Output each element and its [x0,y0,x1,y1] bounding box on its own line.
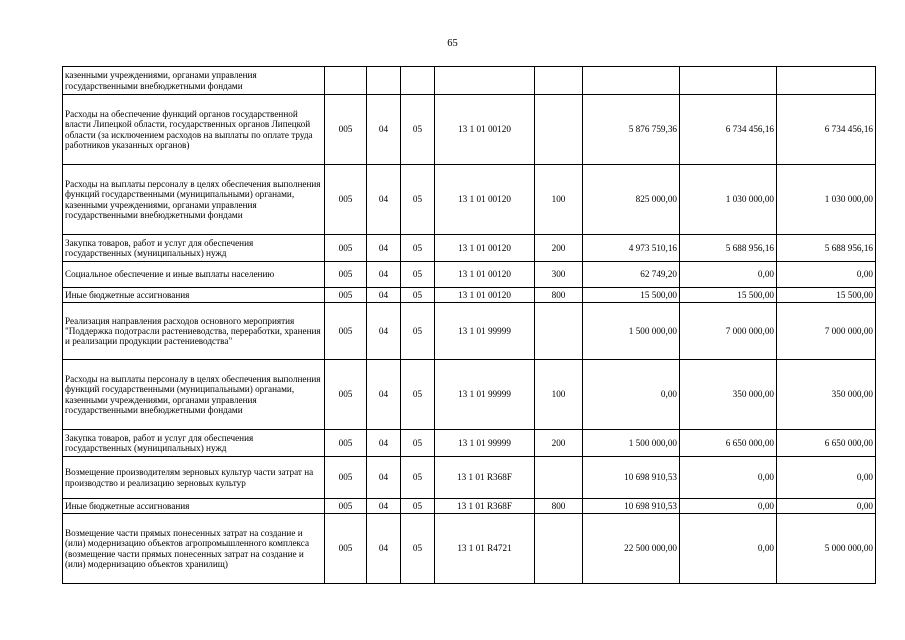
col-4-cell: 13 1 01 99999 [435,360,535,430]
col-6-cell: 0,00 [583,360,680,430]
col-1-cell: 005 [325,303,367,360]
col-8-cell [777,67,876,95]
col-2-cell: 04 [367,430,401,457]
col-7-cell: 1 030 000,00 [680,165,777,235]
col-4-cell: 13 1 01 R368F [435,457,535,499]
col-6-cell: 1 500 000,00 [583,303,680,360]
col-8-cell: 6 650 000,00 [777,430,876,457]
col-8-cell: 5 000 000,00 [777,514,876,584]
table-row [63,165,876,235]
col-6-cell: 5 876 759,36 [583,95,680,165]
col-7-cell: 7 000 000,00 [680,303,777,360]
col-1-cell: 005 [325,165,367,235]
col-4-cell: 13 1 01 00120 [435,288,535,303]
col-2-cell: 04 [367,360,401,430]
col-1-cell: 005 [325,95,367,165]
table-row [63,360,876,430]
col-8-cell: 350 000,00 [777,360,876,430]
col-6-cell: 10 698 910,53 [583,457,680,499]
col-5-cell: 800 [535,288,583,303]
col-7-cell: 5 688 956,16 [680,235,777,262]
col-3-cell: 05 [401,457,435,499]
col-2-cell: 04 [367,499,401,514]
table-row [63,262,876,288]
table-row [63,67,876,95]
col-2-cell: 04 [367,288,401,303]
table-row [63,514,876,584]
col-7-cell: 0,00 [680,514,777,584]
table-row [63,95,876,165]
col-5-cell: 300 [535,262,583,288]
col-3-cell: 05 [401,235,435,262]
table-row [63,430,876,457]
col-4-cell: 13 1 01 00120 [435,262,535,288]
col-1-cell: 005 [325,235,367,262]
col-7-cell: 0,00 [680,457,777,499]
col-5-cell: 200 [535,235,583,262]
col-3-cell: 05 [401,262,435,288]
col-2-cell: 04 [367,457,401,499]
col-1-cell: 005 [325,430,367,457]
row-name: Закупка товаров, работ и услуг для обеспечения государственных (муниципальных) нужд [63,430,325,457]
col-4-cell [435,67,535,95]
row-name: казенными учреждениями, органами управления государственными внебюджетными фондами [63,67,325,95]
col-5-cell: 100 [535,165,583,235]
col-8-cell: 0,00 [777,262,876,288]
row-name: Иные бюджетные ассигнования [63,288,325,303]
col-4-cell: 13 1 01 00120 [435,235,535,262]
table-row [63,499,876,514]
col-5-cell [535,67,583,95]
budget-table [62,66,876,584]
col-6-cell: 15 500,00 [583,288,680,303]
col-2-cell: 04 [367,262,401,288]
col-1-cell: 005 [325,499,367,514]
col-7-cell: 15 500,00 [680,288,777,303]
col-8-cell: 7 000 000,00 [777,303,876,360]
col-8-cell: 15 500,00 [777,288,876,303]
col-2-cell: 04 [367,165,401,235]
col-5-cell: 800 [535,499,583,514]
col-7-cell: 0,00 [680,262,777,288]
col-3-cell: 05 [401,165,435,235]
col-2-cell: 04 [367,514,401,584]
col-4-cell: 13 1 01 00120 [435,95,535,165]
col-1-cell: 005 [325,514,367,584]
col-7-cell: 6 734 456,16 [680,95,777,165]
col-3-cell: 05 [401,95,435,165]
row-name: Расходы на обеспечение функций органов государственной власти Липецкой области, государственных органов Липецкой области (за исключением расходов на выплаты по оплате труда работников указанных органов) [63,95,325,165]
col-3-cell: 05 [401,499,435,514]
col-8-cell: 6 734 456,16 [777,95,876,165]
col-2-cell: 04 [367,235,401,262]
col-4-cell: 13 1 01 R368F [435,499,535,514]
col-4-cell: 13 1 01 00120 [435,165,535,235]
col-3-cell: 05 [401,430,435,457]
col-7-cell [680,67,777,95]
col-8-cell: 0,00 [777,457,876,499]
col-2-cell: 04 [367,95,401,165]
col-6-cell: 4 973 510,16 [583,235,680,262]
col-6-cell: 22 500 000,00 [583,514,680,584]
col-5-cell [535,303,583,360]
col-1-cell: 005 [325,288,367,303]
col-6-cell [583,67,680,95]
row-name: Иные бюджетные ассигнования [63,499,325,514]
col-4-cell: 13 1 01 99999 [435,430,535,457]
col-5-cell: 200 [535,430,583,457]
col-3-cell: 05 [401,514,435,584]
col-1-cell: 005 [325,360,367,430]
row-name: Закупка товаров, работ и услуг для обеспечения государственных (муниципальных) нужд [63,235,325,262]
row-name: Расходы на выплаты персоналу в целях обеспечения выполнения функций государственными (муниципальными) органами, казенными учреждениями, органами управления государственными внебюджетными фондами [63,165,325,235]
col-8-cell: 1 030 000,00 [777,165,876,235]
col-6-cell: 1 500 000,00 [583,430,680,457]
col-3-cell: 05 [401,303,435,360]
col-3-cell: 05 [401,360,435,430]
page-number: 65 [447,38,458,49]
col-6-cell: 825 000,00 [583,165,680,235]
col-1-cell [325,67,367,95]
col-7-cell: 350 000,00 [680,360,777,430]
row-name: Возмещение производителям зерновых культур части затрат на производство и реализацию зерновых культур [63,457,325,499]
col-3-cell: 05 [401,288,435,303]
col-1-cell: 005 [325,262,367,288]
col-8-cell: 0,00 [777,499,876,514]
table-row [63,288,876,303]
col-5-cell [535,514,583,584]
col-2-cell [367,67,401,95]
col-5-cell: 100 [535,360,583,430]
row-name: Расходы на выплаты персоналу в целях обеспечения выполнения функций государственными (муниципальными) органами, казенными учреждениями, органами управления государственными внебюджетными фондами [63,360,325,430]
table-row [63,303,876,360]
table-row [63,235,876,262]
col-4-cell: 13 1 01 99999 [435,303,535,360]
row-name: Социальное обеспечение и иные выплаты населению [63,262,325,288]
col-7-cell: 6 650 000,00 [680,430,777,457]
col-3-cell [401,67,435,95]
col-4-cell: 13 1 01 R4721 [435,514,535,584]
col-7-cell: 0,00 [680,499,777,514]
col-5-cell [535,457,583,499]
col-6-cell: 10 698 910,53 [583,499,680,514]
col-5-cell [535,95,583,165]
col-8-cell: 5 688 956,16 [777,235,876,262]
row-name: Возмещение части прямых понесенных затрат на создание и (или) модернизацию объектов агропромышленного комплекса (возмещение части прямых понесенных затрат на создание и (или) модернизацию объектов хранилищ) [63,514,325,584]
col-2-cell: 04 [367,303,401,360]
col-1-cell: 005 [325,457,367,499]
table-row [63,457,876,499]
row-name: Реализация направления расходов основного мероприятия "Поддержка подотрасли растениеводства, переработки, хранения и реализации продукции растениеводства" [63,303,325,360]
col-6-cell: 62 749,20 [583,262,680,288]
